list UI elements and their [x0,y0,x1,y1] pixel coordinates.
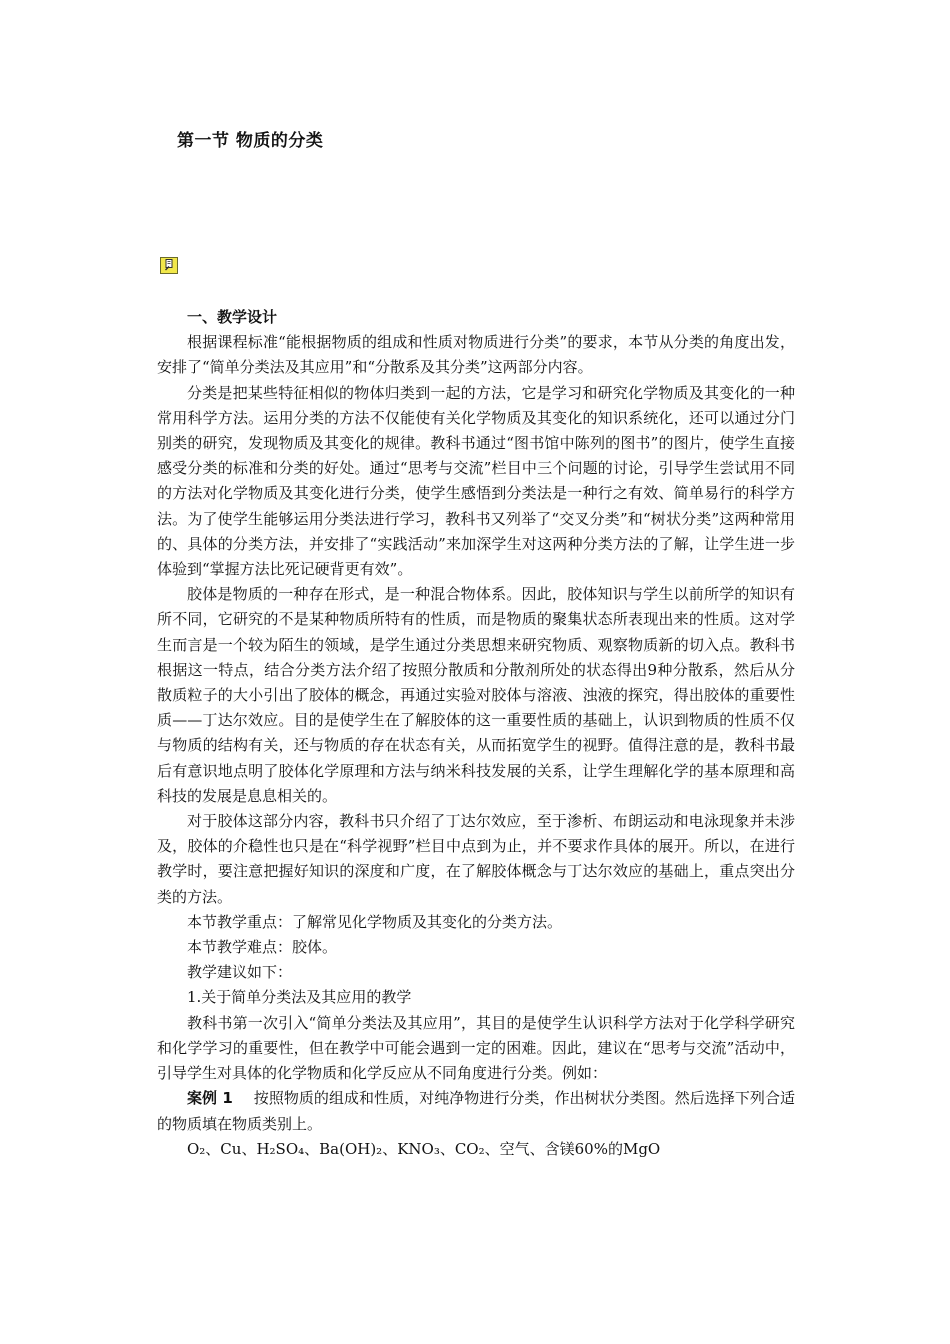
document-body [157,305,795,1162]
paragraph: 对于胶体这部分内容，教科书只介绍了丁达尔效应，至于渗析、布朗运动和电泳现象并未涉及，胶体的介稳性也只是在“科学视野”栏目中点到为止，并不要求作具体的展开。所以，在进行教学时，要注意把握好知识的深度和广度，在了解胶体概念与丁达尔效应的基础上，重点突出分类的方法。 [157,812,795,906]
paragraph: 教科书第一次引入“简单分类法及其应用”，其目的是使学生认识科学方法对于化学科学研究和化学学习的重要性，但在教学中可能会遇到一定的困难。因此，建议在“思考与交流”活动中，引导学生对具体的化学物质和化学反应从不同角度进行分类。例如： [157,1013,795,1083]
key-point: 本节教学重点：了解常见化学物质及其变化的分类方法。 [187,912,563,931]
section-heading: 一、教学设计 [187,308,278,326]
case-paragraph [157,1086,795,1136]
paragraph: 教学建议如下： [187,963,293,982]
case-text: 按照物质的组成和性质，对纯净物进行分类，作出树状分类图。然后选择下列合适的物质填在物质类别上。 [157,1089,795,1133]
paragraph: 根据课程标准“能根据物质的组成和性质对物质进行分类”的要求，本节从分类的角度出发，安排了“简单分类法及其应用”和“分散系及其分类”这两部分内容。 [157,333,795,377]
document-link-icon[interactable] [160,257,178,274]
paragraph: 分类是把某些特征相似的物体归类到一起的方法，它是学习和研究化学物质及其变化的一种常用科学方法。运用分类的方法不仅能使有关化学物质及其变化的知识系统化，还可以通过分门别类的研究，发现物质及其变化的规律。教科书通过“图书馆中陈列的图书”的图片，使学生直接感受分类的标准和分类的好处。通过“思考与交流”栏目中三个问题的讨论，引导学生尝试用不同的方法对化学物质及其变化进行分类，使学生感悟到分类法是一种行之有效、简单易行的科学方法。为了使学生能够运用分类法进行学习，教科书又列举了“交叉分类”和“树状分类”这两种常用的、具体的分类方法，并安排了“实践活动”来加深学生对这两种分类方法的了解，让学生进一步体验到“掌握方法比死记硬背更有效”。 [157,383,795,579]
case-label: 案例 1 [187,1089,233,1108]
substances-line: O₂、Cu、H₂SO₄、Ba(OH)₂、KNO₃、CO₂、空气、含镁60%的MgO [187,1139,661,1158]
paragraph: 胶体是物质的一种存在形式，是一种混合物体系。因此，胶体知识与学生以前所学的知识有所不同，它研究的不是某种物质所特有的性质，而是物质的聚集状态所表现出来的性质。这对学生而言是一个较为陌生的领域，是学生通过分类思想来研究物质、观察物质新的切入点。教科书根据这一特点，结合分类方法介绍了按照分散质和分散剂所处的状态得出9种分散系，然后从分散质粒子的大小引出了胶体的概念，再通过实验对胶体与溶液、浊液的探究，得出胶体的重要性质——丁达尔效应。目的是使学生在了解胶体的这一重要性质的基础上，认识到物质的性质不仅与物质的结构有关，还与物质的存在状态有关，从而拓宽学生的视野。值得注意的是，教科书最后有意识地点明了胶体化学原理和方法与纳米科技发展的关系，让学生理解化学的基本原理和高科技的发展是息息相关的。 [157,585,795,805]
difficult-point: 本节教学难点：胶体。 [187,938,338,957]
page-title: 第一节 物质的分类 [177,131,324,151]
subsection-heading: 1.关于简单分类法及其应用的教学 [187,988,412,1007]
document-link-icon-graphic [161,258,177,273]
